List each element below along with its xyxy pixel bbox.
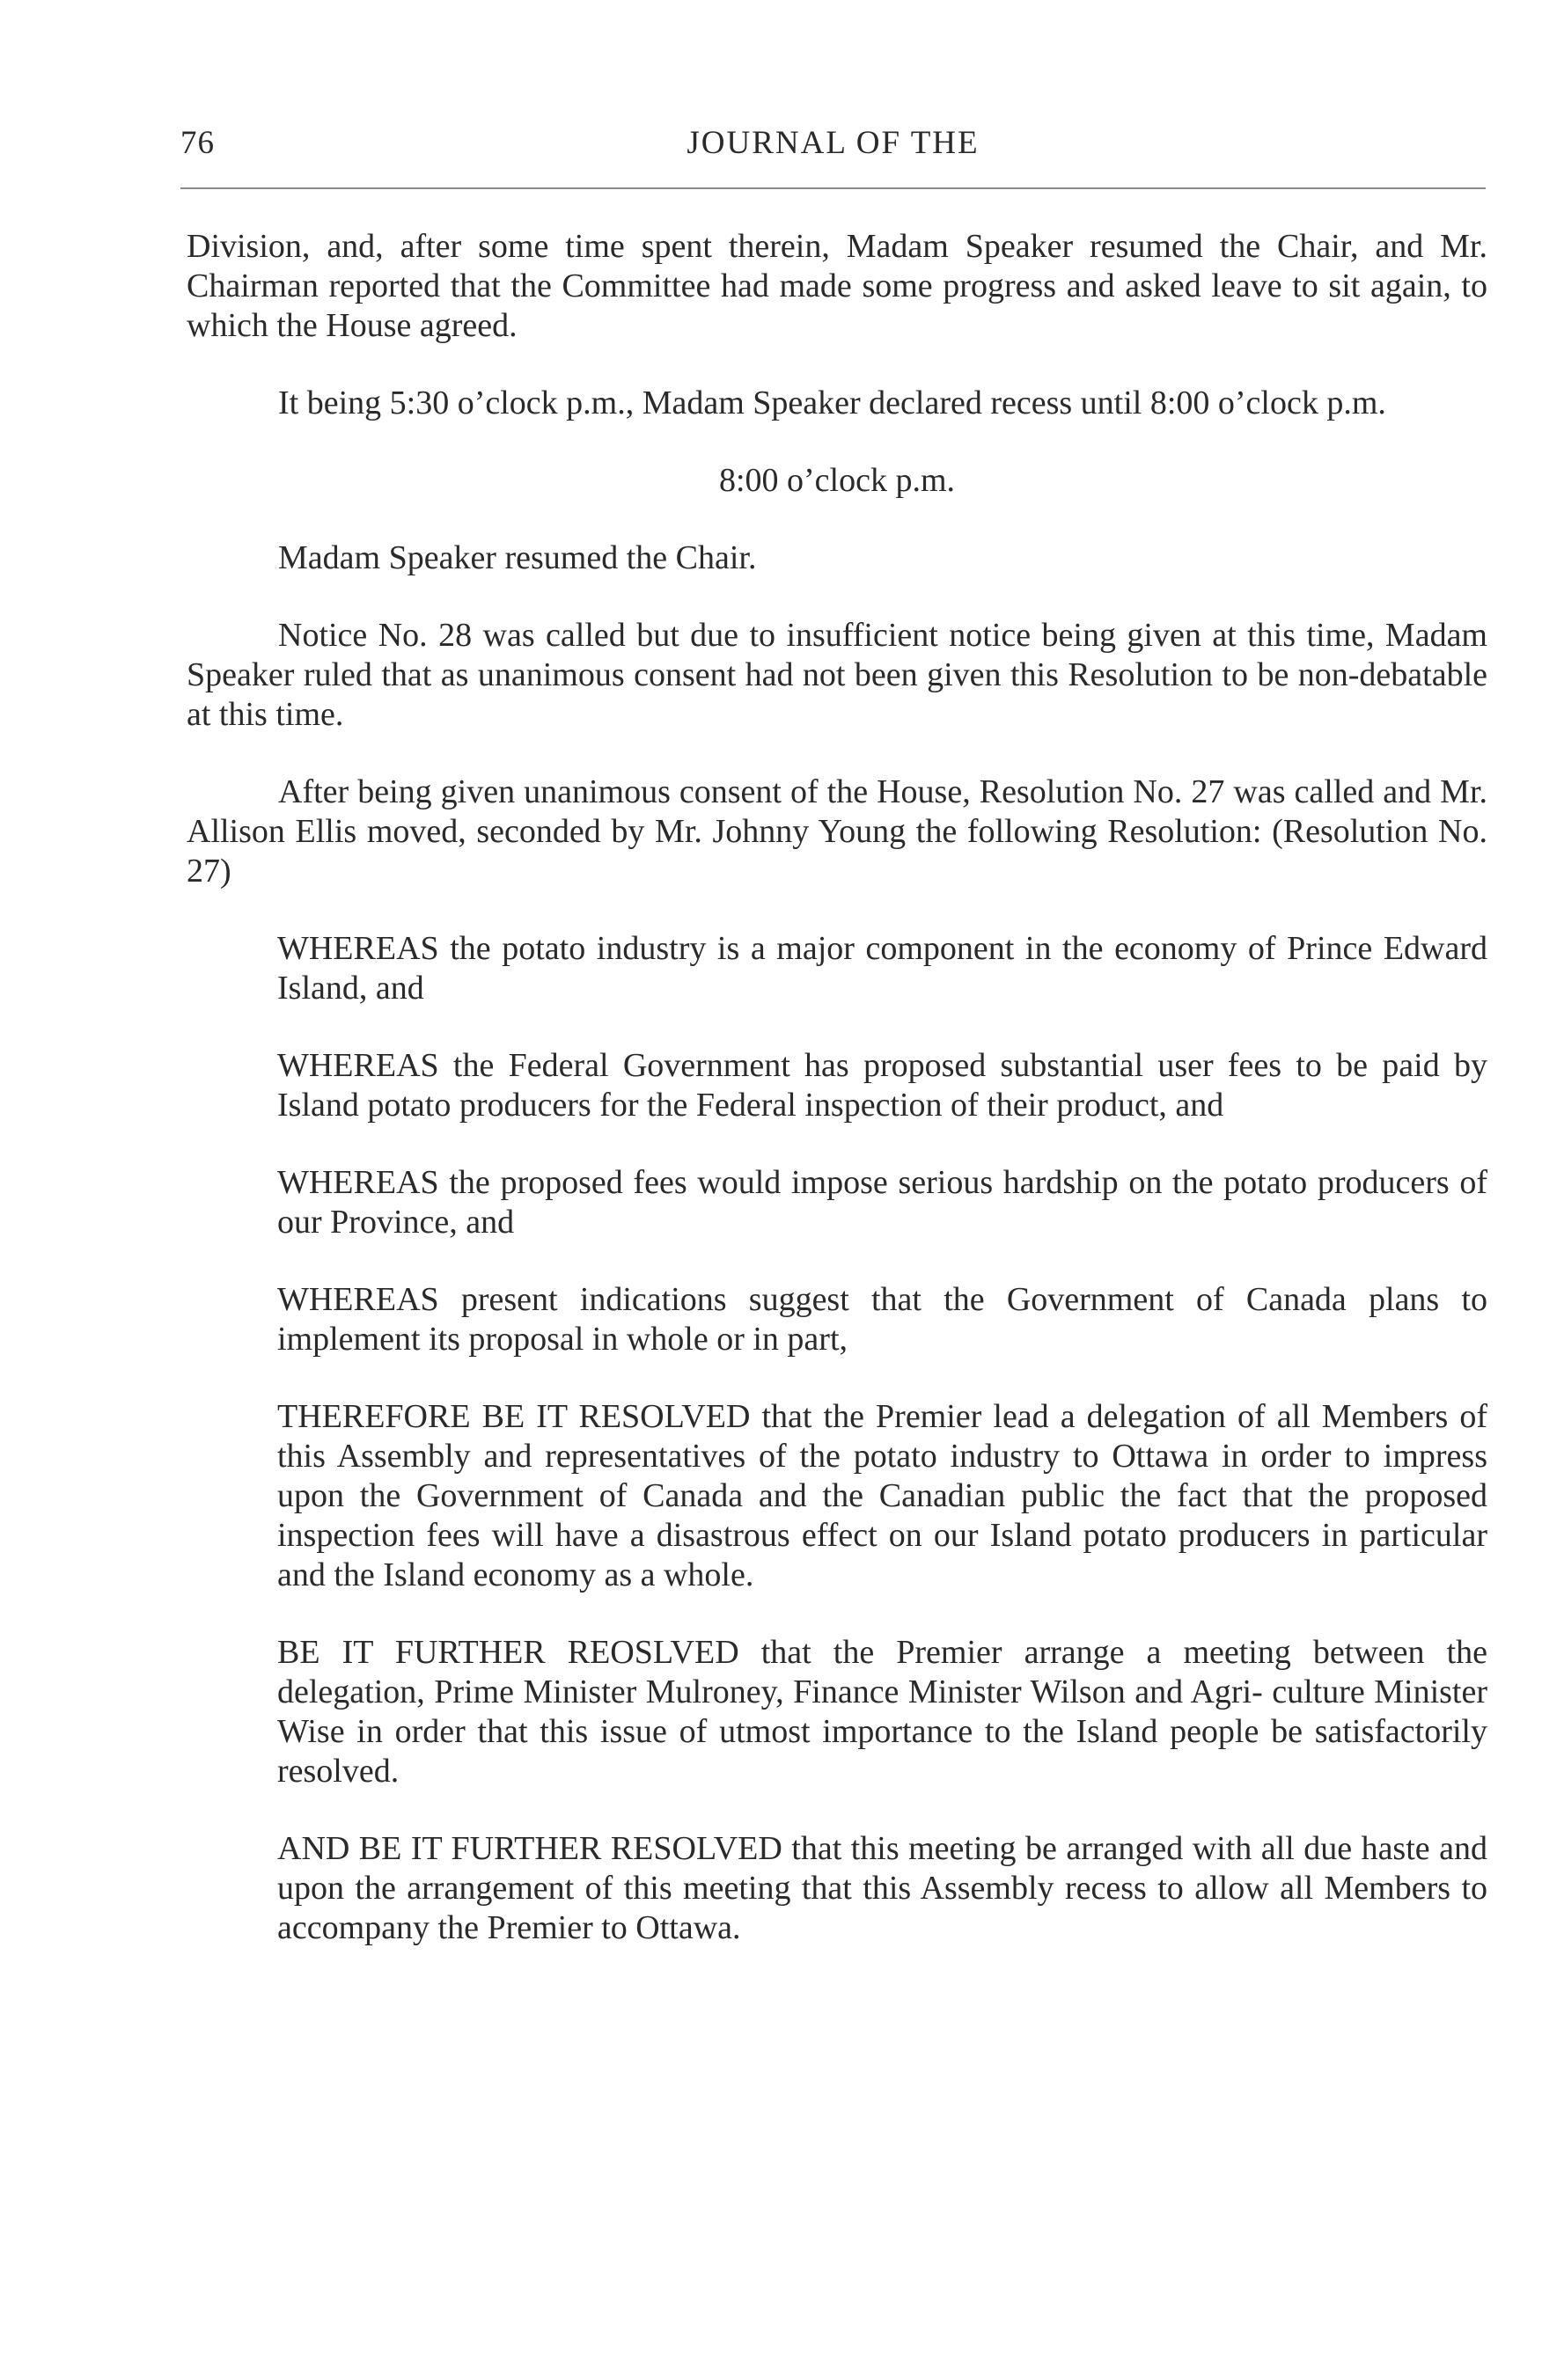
paragraph-committee-report: Division, and, after some time spent therein, Madam Speaker resumed the Chair, and Mr. Chairman reported that the Committee had made some progress and asked leave to sit again, to which the House agreed.: [187, 228, 1487, 344]
paragraph-resolution-27-intro: After being given unanimous consent of the House, Resolution No. 27 was called and Mr. Allison Ellis moved, seconded by Mr. Johnny Young the following Resolution: (Resolution No. 27): [187, 773, 1487, 890]
therefore-clause: THEREFORE BE IT RESOLVED that the Premier lead a delegation of all Members of this Assembly and representatives of the potato industry to Ottawa in order to impress upon the Government of Canada and the Canadian public the fact that the proposed inspection fees will have a disastrous effect on our Island potato producers in particular and the Island economy as a whole.: [277, 1398, 1487, 1593]
resolution-text: [277, 929, 1487, 1948]
page-number: 76: [180, 125, 215, 161]
paragraph-speaker-resumed: Madam Speaker resumed the Chair.: [278, 539, 757, 576]
running-head: JOURNAL OF THE: [687, 125, 980, 161]
paragraph-recess: It being 5:30 o’clock p.m., Madam Speaker declared recess until 8:00 o’clock p.m.: [278, 384, 1386, 421]
further-resolved-clause-1: BE IT FURTHER REOSLVED that the Premier arrange a meeting between the delegation, Prime Minister Mulroney, Finance Minister Wilson and Agri- culture Minister Wise in order that this issue of utmost importance to the Island people be satisfactorily resolved.: [277, 1634, 1487, 1790]
whereas-clause-3: WHEREAS the proposed fees would impose serious hardship on the potato producers of our Province, and: [277, 1164, 1487, 1241]
journal-body: [187, 227, 1487, 1948]
whereas-clause-4: WHEREAS present indications suggest that the Government of Canada plans to implement its proposal in whole or in part,: [277, 1281, 1487, 1358]
paragraph-notice-28: Notice No. 28 was called but due to insufficient notice being given at this time, Madam Speaker ruled that as unanimous consent had not been given this Resolution to be non-debatable at this time.: [187, 617, 1487, 733]
time-heading: 8:00 o’clock p.m.: [718, 462, 956, 499]
whereas-clause-2: WHEREAS the Federal Government has proposed substantial user fees to be paid by Island potato producers for the Federal inspection of their product, and: [277, 1047, 1487, 1124]
further-resolved-clause-2: AND BE IT FURTHER RESOLVED that this meeting be arranged with all due haste and upon the arrangement of this meeting that this Assembly recess to allow all Members to accompany the Premier to Ottawa.: [277, 1830, 1487, 1946]
page-header: [180, 121, 1486, 165]
header-rule: [180, 187, 1486, 189]
whereas-clause-1: WHEREAS the potato industry is a major component in the economy of Prince Edward Island, and: [277, 930, 1487, 1007]
